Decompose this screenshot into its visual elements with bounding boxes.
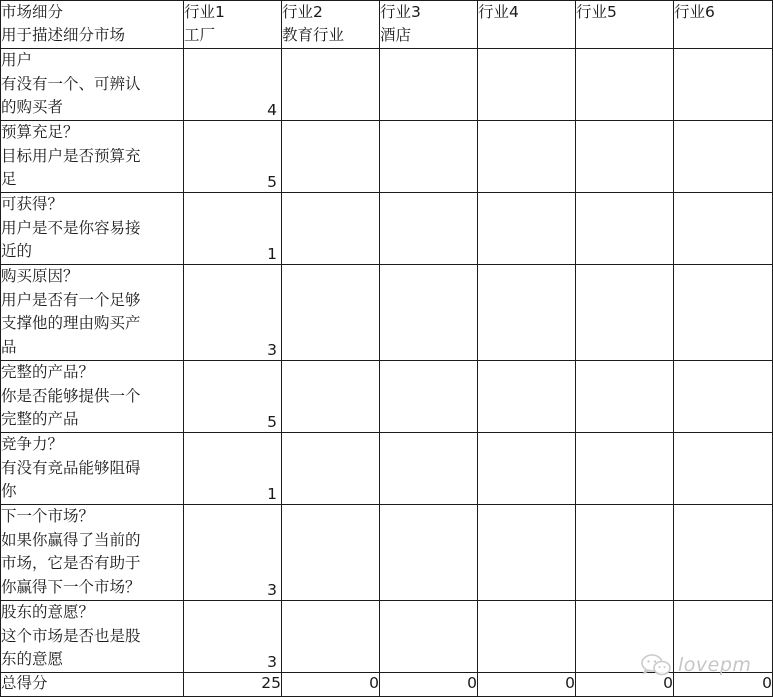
- industry-sub: 工厂: [184, 26, 216, 44]
- industry-label: 行业2: [282, 3, 323, 21]
- total-cell-industry-3[interactable]: 0: [380, 673, 478, 697]
- criterion-description: 目标用户是否预算充: [1, 146, 141, 165]
- criterion-cell[interactable]: [1, 601, 184, 673]
- criterion-description: 品: [1, 337, 17, 356]
- score-cell-industry-3[interactable]: [380, 121, 478, 193]
- score-cell-industry-2[interactable]: [282, 49, 380, 121]
- score-cell-industry-6[interactable]: [674, 361, 773, 433]
- criterion-description: 用户是否有一个足够: [1, 290, 141, 309]
- criterion-description: 的购买者: [1, 98, 64, 116]
- score-cell-industry-1[interactable]: [184, 121, 282, 193]
- criterion-description: 东的意愿: [1, 650, 64, 668]
- score-cell-industry-4[interactable]: [478, 193, 576, 265]
- criterion-title: 预算充足？: [1, 123, 79, 141]
- score-cell-industry-2[interactable]: [282, 433, 380, 505]
- criterion-cell[interactable]: [1, 505, 184, 601]
- score-cell-industry-1[interactable]: [184, 361, 282, 433]
- watermark-text: lovepm: [678, 654, 752, 676]
- score-cell-industry-6[interactable]: [674, 505, 773, 601]
- total-cell-industry-6[interactable]: 0: [674, 673, 773, 697]
- criterion-title: 可获得？: [1, 195, 64, 213]
- score-value: 3: [267, 581, 277, 599]
- score-cell-industry-5[interactable]: [576, 193, 674, 265]
- score-cell-industry-4[interactable]: [478, 121, 576, 193]
- criterion-description: 你: [1, 482, 17, 500]
- industry-label: 行业5: [576, 3, 617, 21]
- score-cell-industry-6[interactable]: [674, 265, 773, 361]
- score-cell-industry-3[interactable]: [380, 601, 478, 673]
- criterion-description: 如果你赢得了当前的: [1, 530, 141, 549]
- header-segment-subtitle: 用于描述细分市场: [1, 26, 126, 44]
- industry-label: 行业1: [184, 3, 225, 21]
- score-cell-industry-2[interactable]: [282, 361, 380, 433]
- score-cell-industry-1[interactable]: [184, 49, 282, 121]
- industry-label: 行业4: [478, 3, 519, 21]
- criterion-cell[interactable]: [1, 121, 184, 193]
- score-cell-industry-3[interactable]: [380, 361, 478, 433]
- score-cell-industry-5[interactable]: [576, 361, 674, 433]
- score-cell-industry-5[interactable]: [576, 433, 674, 505]
- criterion-cell[interactable]: [1, 361, 184, 433]
- criterion-cell[interactable]: [1, 433, 184, 505]
- industry-label: 行业3: [380, 3, 421, 21]
- criterion-row: [1, 361, 773, 433]
- header-segment-cell[interactable]: [1, 1, 184, 49]
- score-cell-industry-3[interactable]: [380, 193, 478, 265]
- score-value: 1: [267, 485, 277, 503]
- criterion-title: 竞争力？: [1, 435, 64, 453]
- total-cell-industry-4[interactable]: 0: [478, 673, 576, 697]
- score-cell-industry-5[interactable]: [576, 121, 674, 193]
- score-cell-industry-4[interactable]: [478, 505, 576, 601]
- industry-label: 行业6: [674, 3, 715, 21]
- criterion-description: 市场，它是否有助于: [1, 554, 141, 572]
- score-cell-industry-6[interactable]: [674, 49, 773, 121]
- header-segment-title: 市场细分: [1, 3, 64, 21]
- industry-sub: 教育行业: [282, 26, 345, 44]
- criterion-title: 购买原因？: [1, 267, 79, 285]
- total-cell-industry-5[interactable]: 0: [576, 673, 674, 697]
- header-industry-5[interactable]: [576, 1, 674, 49]
- header-industry-1[interactable]: [184, 1, 282, 49]
- criterion-title: 完整的产品？: [1, 363, 95, 381]
- score-cell-industry-3[interactable]: [380, 49, 478, 121]
- score-cell-industry-2[interactable]: [282, 601, 380, 673]
- total-cell-industry-2[interactable]: 0: [282, 673, 380, 697]
- score-cell-industry-4[interactable]: [478, 49, 576, 121]
- criterion-title: 下一个市场？: [1, 507, 95, 525]
- header-row: [1, 1, 773, 49]
- score-cell-industry-3[interactable]: [380, 433, 478, 505]
- score-cell-industry-6[interactable]: [674, 433, 773, 505]
- criterion-description: 近的: [1, 242, 33, 260]
- total-label-cell[interactable]: 总得分: [1, 673, 184, 697]
- score-cell-industry-2[interactable]: [282, 265, 380, 361]
- score-cell-industry-3[interactable]: [380, 265, 478, 361]
- criterion-row: [1, 433, 773, 505]
- score-cell-industry-6[interactable]: [674, 193, 773, 265]
- criterion-title: 用户: [1, 51, 33, 69]
- score-cell-industry-1[interactable]: [184, 265, 282, 361]
- criterion-description: 足: [1, 170, 17, 188]
- header-industry-2[interactable]: [282, 1, 380, 49]
- criterion-row: [1, 121, 773, 193]
- criterion-description: 完整的产品: [1, 410, 79, 428]
- score-cell-industry-5[interactable]: [576, 601, 674, 673]
- score-value: 3: [267, 341, 277, 359]
- criterion-description: 你赢得下一个市场？: [1, 577, 141, 596]
- score-cell-industry-6[interactable]: [674, 601, 773, 673]
- criterion-row: [1, 265, 773, 361]
- criterion-row: [1, 193, 773, 265]
- criterion-description: 有没有一个、可辨认: [1, 74, 141, 93]
- score-cell-industry-1[interactable]: [184, 433, 282, 505]
- score-cell-industry-2[interactable]: [282, 505, 380, 601]
- criterion-description: 支撑他的理由购买产: [1, 314, 141, 332]
- criterion-row: [1, 601, 773, 673]
- criterion-title: 股东的意愿？: [1, 603, 95, 621]
- score-cell-industry-4[interactable]: [478, 433, 576, 505]
- score-cell-industry-1[interactable]: [184, 193, 282, 265]
- score-cell-industry-4[interactable]: [478, 601, 576, 673]
- score-cell-industry-3[interactable]: [380, 505, 478, 601]
- criterion-description: 你是否能够提供一个: [1, 386, 141, 405]
- score-cell-industry-1[interactable]: [184, 601, 282, 673]
- criterion-description: 有没有竞品能够阻碍: [1, 458, 141, 477]
- criterion-description: 这个市场是否也是股: [1, 626, 141, 645]
- criterion-cell[interactable]: [1, 49, 184, 121]
- score-cell-industry-4[interactable]: [478, 265, 576, 361]
- score-value: 5: [267, 173, 277, 191]
- score-value: 5: [267, 413, 277, 431]
- criterion-row: [1, 49, 773, 121]
- score-value: 3: [267, 653, 277, 671]
- header-industry-6[interactable]: [674, 1, 773, 49]
- criterion-cell[interactable]: [1, 265, 184, 361]
- score-cell-industry-5[interactable]: [576, 265, 674, 361]
- score-cell-industry-2[interactable]: [282, 193, 380, 265]
- header-industry-4[interactable]: [478, 1, 576, 49]
- score-cell-industry-4[interactable]: [478, 361, 576, 433]
- score-cell-industry-2[interactable]: [282, 121, 380, 193]
- score-value: 4: [267, 101, 277, 119]
- criterion-cell[interactable]: [1, 193, 184, 265]
- header-industry-3[interactable]: [380, 1, 478, 49]
- criterion-description: 用户是不是你容易接: [1, 218, 141, 237]
- total-row: [1, 673, 773, 697]
- score-cell-industry-1[interactable]: [184, 505, 282, 601]
- total-cell-industry-1[interactable]: 25: [184, 673, 282, 697]
- criterion-row: [1, 505, 773, 601]
- score-cell-industry-5[interactable]: [576, 505, 674, 601]
- industry-sub: 酒店: [380, 26, 412, 44]
- score-cell-industry-6[interactable]: [674, 121, 773, 193]
- score-value: 1: [267, 245, 277, 263]
- score-cell-industry-5[interactable]: [576, 49, 674, 121]
